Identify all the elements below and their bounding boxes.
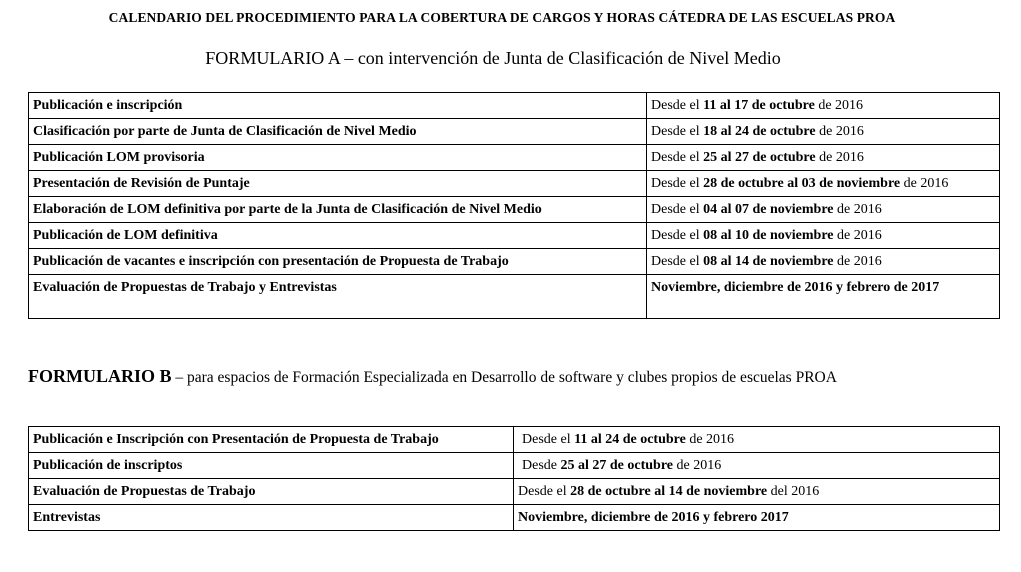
date-suffix: de 2016: [900, 176, 949, 191]
date-cell: [647, 119, 1000, 145]
date-suffix: del 2016: [767, 484, 820, 499]
date-range: Noviembre, diciembre de 2016 y febrero de 2017: [651, 280, 940, 295]
date-cell: [514, 427, 1000, 453]
table-row: [29, 427, 1000, 453]
form-a-schedule-table: [28, 92, 1000, 319]
date-suffix: de 2016: [833, 202, 882, 217]
activity-cell: Publicación e Inscripción con Presentación de Propuesta de Trabajo: [29, 427, 514, 453]
activity-cell: Publicación de vacantes e inscripción con presentación de Propuesta de Trabajo: [29, 249, 647, 275]
date-range: Noviembre, diciembre de 2016 y febrero 2017: [518, 510, 789, 525]
activity-cell: Elaboración de LOM definitiva por parte de la Junta de Clasificación de Nivel Medio: [29, 197, 647, 223]
date-cell: [647, 223, 1000, 249]
date-cell: [514, 453, 1000, 479]
date-range: 08 al 10 de noviembre: [703, 228, 834, 243]
date-cell: [647, 197, 1000, 223]
activity-cell: Publicación de LOM definitiva: [29, 223, 647, 249]
activity-cell: Clasificación por parte de Junta de Clasificación de Nivel Medio: [29, 119, 647, 145]
table-row: [29, 479, 1000, 505]
date-suffix: de 2016: [815, 150, 864, 165]
activity-cell: Publicación LOM provisoria: [29, 145, 647, 171]
date-prefix: Desde el: [651, 254, 704, 269]
date-prefix: Desde el: [651, 98, 704, 113]
date-range: 28 de octubre al 14 de noviembre: [570, 484, 768, 499]
date-cell: [514, 505, 1000, 531]
date-range: 25 al 27 de octubre: [703, 150, 816, 165]
form-b-schedule-table: [28, 426, 1000, 531]
date-range: 25 al 27 de octubre: [560, 458, 674, 473]
date-cell: [647, 145, 1000, 171]
document-title: CALENDARIO DEL PROCEDIMIENTO PARA LA COBERTURA DE CARGOS Y HORAS CÁTEDRA DE LAS ESCUELAS PROA: [108, 10, 896, 25]
date-prefix: Desde el: [651, 124, 704, 139]
activity-cell: Evaluación de Propuestas de Trabajo: [29, 479, 514, 505]
date-suffix: de 2016: [833, 228, 882, 243]
date-range: 08 al 14 de noviembre: [703, 254, 834, 269]
activity-cell: Publicación de inscriptos: [29, 453, 514, 479]
date-prefix: Desde el: [651, 228, 704, 243]
activity-cell: Entrevistas: [29, 505, 514, 531]
table-row: [29, 223, 1000, 249]
table-row: [29, 197, 1000, 223]
table-row: [29, 505, 1000, 531]
date-prefix: Desde: [522, 458, 561, 473]
date-range: 11 al 24 de octubre: [574, 432, 686, 447]
date-prefix: Desde el: [518, 484, 571, 499]
activity-cell: Evaluación de Propuestas de Trabajo y Entrevistas: [29, 275, 647, 319]
date-range: 28 de octubre al 03 de noviembre: [703, 176, 901, 191]
date-cell: [647, 93, 1000, 119]
date-cell: [647, 275, 1000, 319]
date-prefix: Desde el: [651, 176, 704, 191]
table-row: [29, 275, 1000, 319]
date-prefix: Desde el: [651, 202, 704, 217]
table-row: [29, 119, 1000, 145]
date-range: 11 al 17 de octubre: [703, 98, 815, 113]
date-suffix: de 2016: [685, 432, 735, 447]
date-prefix: Desde el: [522, 432, 575, 447]
activity-cell: Publicación e inscripción: [29, 93, 647, 119]
date-prefix: Desde el: [651, 150, 704, 165]
date-range: 18 al 24 de octubre: [703, 124, 816, 139]
date-suffix: de 2016: [814, 98, 864, 113]
date-suffix: de 2016: [673, 458, 722, 473]
form-b-heading-rest: – para espacios de Formación Especializada en Desarrollo de software y clubes propios de escuelas PROA: [171, 369, 837, 386]
date-cell: [647, 249, 1000, 275]
date-cell: [514, 479, 1000, 505]
date-suffix: de 2016: [833, 254, 882, 269]
table-row: [29, 93, 1000, 119]
form-b-heading: [28, 366, 837, 387]
table-row: [29, 171, 1000, 197]
date-cell: [647, 171, 1000, 197]
date-suffix: de 2016: [815, 124, 864, 139]
table-row: [29, 453, 1000, 479]
table-row: [29, 249, 1000, 275]
table-row: [29, 145, 1000, 171]
form-b-heading-lead: FORMULARIO B: [28, 366, 172, 386]
form-a-heading: FORMULARIO A – con intervención de Junta de Clasificación de Nivel Medio: [205, 48, 781, 68]
activity-cell: Presentación de Revisión de Puntaje: [29, 171, 647, 197]
date-range: 04 al 07 de noviembre: [703, 202, 834, 217]
